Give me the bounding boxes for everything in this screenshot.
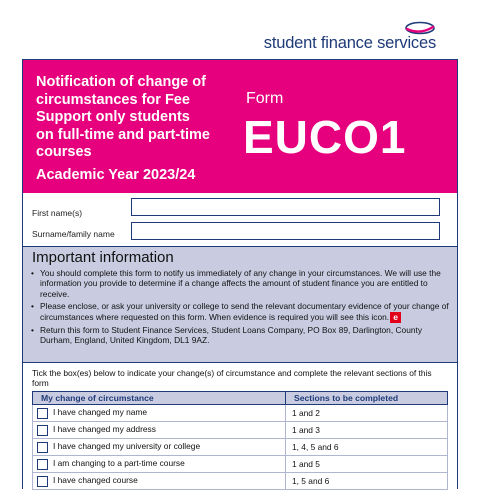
change-checkbox[interactable] — [37, 476, 48, 487]
form-code: EUCO1 — [243, 111, 407, 163]
change-checkbox[interactable] — [37, 459, 48, 470]
evidence-icon: e — [390, 312, 401, 323]
sections-cell: 1, 4, 5 and 6 — [286, 439, 448, 456]
change-label: I am changing to a part-time course — [53, 458, 185, 469]
change-of-circumstance-section — [23, 363, 457, 493]
table-row — [33, 439, 448, 456]
title-line: Notification of change of — [36, 74, 206, 90]
table-row — [33, 405, 448, 422]
table-row — [33, 422, 448, 439]
academic-year: Academic Year 2023/24 — [36, 167, 196, 183]
form-label: Form — [246, 90, 284, 107]
title-line: Support only students — [36, 109, 190, 125]
sections-cell: 1 and 3 — [286, 422, 448, 439]
table-row — [33, 473, 448, 490]
change-checkbox[interactable] — [37, 425, 48, 436]
sections-cell: 1, 5 and 6 — [286, 473, 448, 490]
info-bullet: • Return this form to Student Finance Services, Student Loans Company, PO Box 89, Darlington, County Durham, England, United Kingdom, DL1 9AZ. — [31, 325, 451, 346]
form-document — [22, 59, 458, 489]
change-label: I have changed my name — [53, 407, 148, 418]
sections-cell: 1 and 2 — [286, 405, 448, 422]
sections-cell: 1 and 5 — [286, 456, 448, 473]
surname-label: Surname/family name — [32, 229, 115, 239]
change-checkbox[interactable] — [37, 408, 48, 419]
info-list — [31, 268, 451, 348]
sfs-logo — [236, 20, 436, 56]
info-bullet: • You should complete this form to notify us immediately of any change in your circumstances. We will use the information you provide to determine if a change affects the amount of student finance you are entitled to receive. — [31, 268, 451, 299]
form-title — [36, 74, 248, 162]
title-line: courses — [36, 144, 92, 160]
change-cell — [33, 405, 286, 422]
table-row — [33, 456, 448, 473]
change-cell — [33, 422, 286, 439]
change-checkbox[interactable] — [37, 442, 48, 453]
info-bullet — [31, 301, 451, 323]
changes-intro: Tick the box(es) below to indicate your change(s) of circumstance and complete the relevant sections of this form — [32, 368, 432, 389]
info-heading: Important information — [32, 249, 174, 266]
change-label: I have changed my address — [53, 424, 156, 435]
column-header-sections: Sections to be completed — [286, 392, 448, 405]
circumstance-table — [32, 391, 448, 490]
change-label: I have changed my university or college — [53, 441, 201, 452]
first-name-label: First name(s) — [32, 208, 83, 218]
name-fields — [23, 193, 457, 247]
change-label: I have changed course — [53, 475, 138, 486]
info-bullet-text: Please enclose, or ask your university or college to send the relevant documentary evidence of your change of circumstances where requested on this form. When evidence is required you will see this icon. — [40, 301, 449, 322]
title-line: on full-time and part-time — [36, 126, 210, 143]
important-information — [23, 247, 457, 363]
form-header — [23, 60, 457, 193]
title-line: circumstances for Fee — [36, 91, 190, 108]
change-cell — [33, 473, 286, 490]
first-name-input[interactable] — [131, 198, 440, 216]
column-header-change: My change of circumstance — [33, 392, 286, 405]
change-cell — [33, 456, 286, 473]
surname-input[interactable] — [131, 222, 440, 240]
logo-wordmark: student finance services — [263, 34, 436, 52]
table-header-row — [33, 392, 448, 405]
change-cell — [33, 439, 286, 456]
